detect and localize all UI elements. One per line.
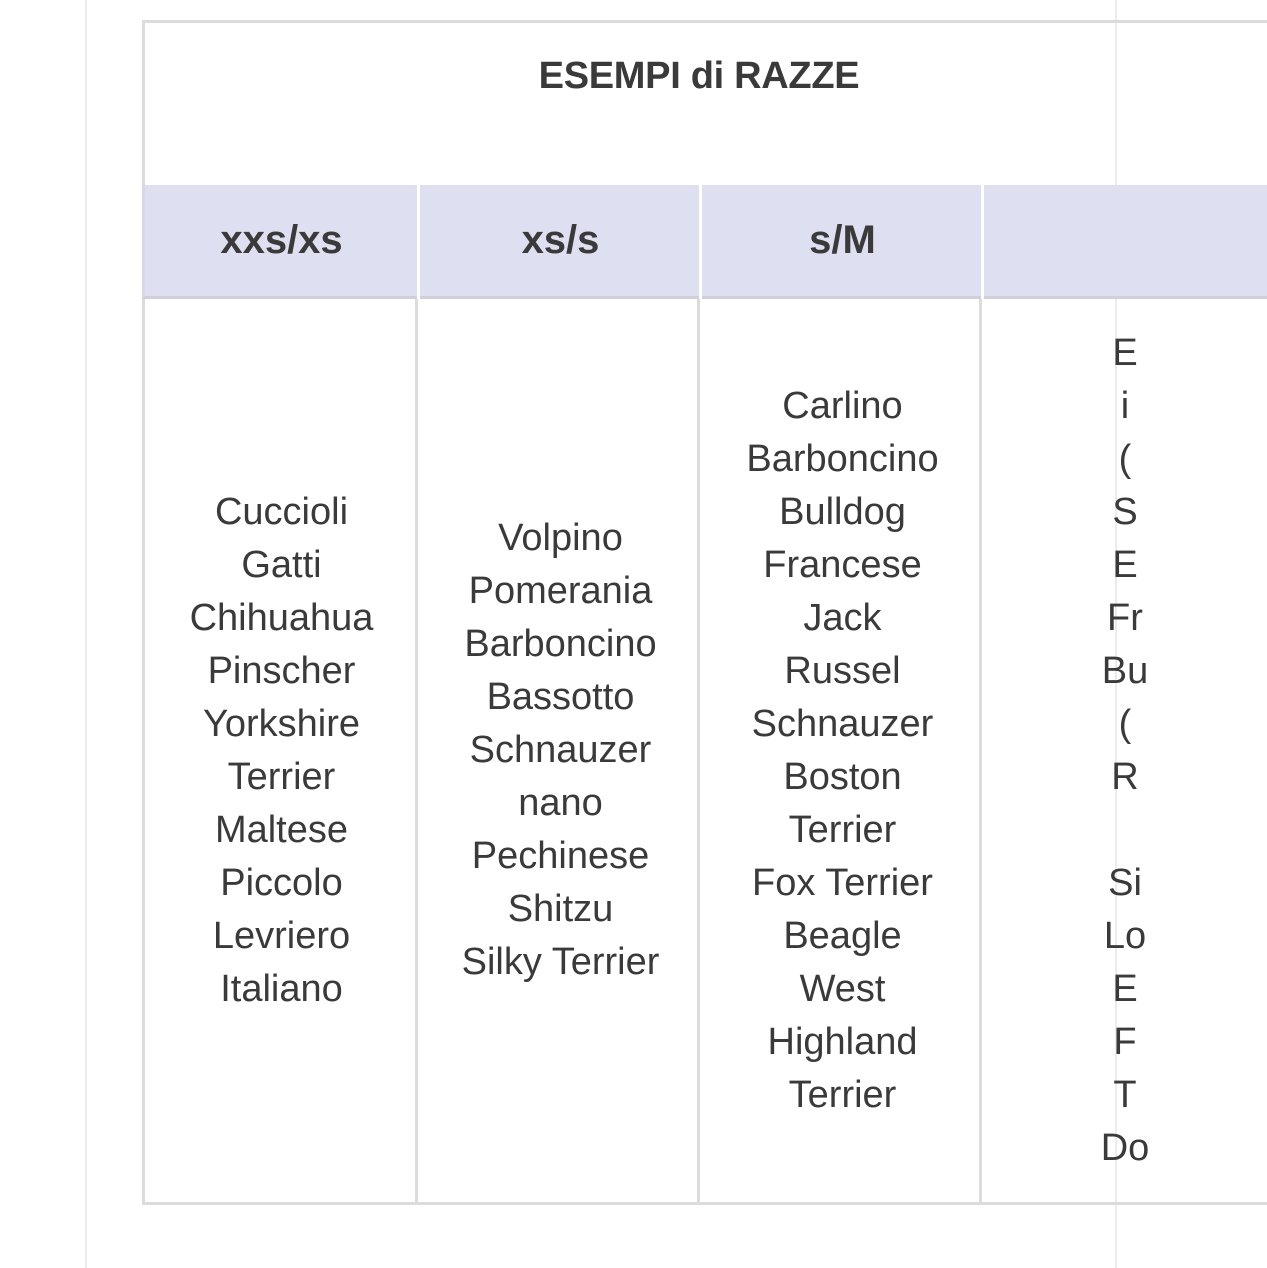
breed-item: Bulldog — [779, 490, 906, 533]
breed-item: Lo — [1103, 914, 1147, 957]
breed-item: Bassotto — [486, 676, 635, 718]
breed-list — [746, 380, 938, 1122]
column-divider — [979, 299, 982, 1205]
table-body-row — [142, 299, 1267, 1205]
breed-item: Gatti — [241, 543, 322, 586]
breed-item: Levriero — [212, 914, 351, 957]
breed-list — [462, 512, 660, 989]
size-table[interactable] — [142, 20, 1150, 1205]
breed-item: Fox Terrier — [752, 861, 933, 904]
breed-item: Highland — [767, 1020, 918, 1063]
table-header-row — [142, 185, 1267, 299]
breed-item: Boston — [783, 755, 902, 798]
body-cell-s-m — [703, 299, 982, 1202]
header-cell-xxs-xs: xxs/xs — [220, 218, 343, 262]
breed-item: Silky Terrier — [461, 941, 660, 983]
breed-item: Maltese — [214, 808, 349, 851]
breed-item: R — [1111, 755, 1139, 798]
body-cell-4 — [985, 299, 1265, 1202]
header-divider — [417, 185, 420, 299]
breed-list — [1101, 327, 1150, 1175]
breed-item: Shitzu — [507, 888, 614, 930]
table-title-row — [142, 20, 1267, 185]
breed-item: Terrier — [788, 1073, 897, 1116]
breed-item: Pinscher — [207, 649, 356, 692]
breed-item: Do — [1100, 1126, 1150, 1169]
breed-item: T — [1113, 1073, 1137, 1116]
breed-item: Fr — [1107, 596, 1143, 639]
header-cell-4 — [985, 185, 1265, 296]
breed-item: Barboncino — [746, 437, 939, 480]
breed-item: Schnauzer — [751, 702, 934, 745]
breed-item: ( — [1118, 437, 1132, 480]
breed-item: Terrier — [788, 808, 897, 851]
breed-item: Schnauzer — [469, 729, 652, 771]
breed-item: Francese — [763, 543, 922, 586]
header-cell-xs-s: xs/s — [521, 218, 600, 262]
breed-item: Italiano — [220, 967, 343, 1010]
size-table-inner — [142, 20, 1267, 1205]
breed-item: Si — [1108, 861, 1142, 904]
breed-item: Piccolo — [220, 861, 343, 904]
breed-item: E — [1112, 967, 1138, 1010]
breed-item: West — [799, 967, 886, 1010]
breed-item: E — [1112, 543, 1138, 586]
breed-item: nano — [518, 782, 603, 824]
breed-item: i — [1120, 384, 1130, 427]
breed-item: Volpino — [498, 517, 623, 559]
breed-item: Russel — [784, 649, 901, 692]
breed-item: Bu — [1101, 649, 1149, 692]
breed-item: Barboncino — [464, 623, 657, 665]
column-divider — [697, 299, 700, 1205]
breed-item: Jack — [803, 596, 882, 639]
breed-item: Pomerania — [468, 570, 653, 612]
table-title: ESEMPI di RAZZE — [538, 55, 860, 97]
breed-item: Yorkshire — [202, 702, 360, 745]
breed-item: S — [1112, 490, 1138, 533]
breed-item: Carlino — [782, 384, 903, 427]
breed-list — [190, 486, 374, 1016]
breed-item: Cuccioli — [214, 490, 349, 533]
body-cell-xxs-xs — [145, 299, 418, 1202]
header-divider — [699, 185, 702, 299]
breed-item: Pechinese — [471, 835, 650, 877]
body-cell-xs-s — [421, 299, 700, 1202]
breed-item: Chihuahua — [189, 596, 374, 639]
breed-item: Beagle — [783, 914, 902, 957]
breed-item — [1101, 804, 1150, 857]
header-divider — [981, 185, 984, 299]
breed-item: F — [1113, 1020, 1137, 1063]
breed-item: Terrier — [227, 755, 336, 798]
breed-item: E — [1112, 331, 1138, 374]
column-divider — [415, 299, 418, 1205]
breed-item: ( — [1118, 702, 1132, 745]
header-cell-s-m: s/M — [809, 218, 876, 262]
